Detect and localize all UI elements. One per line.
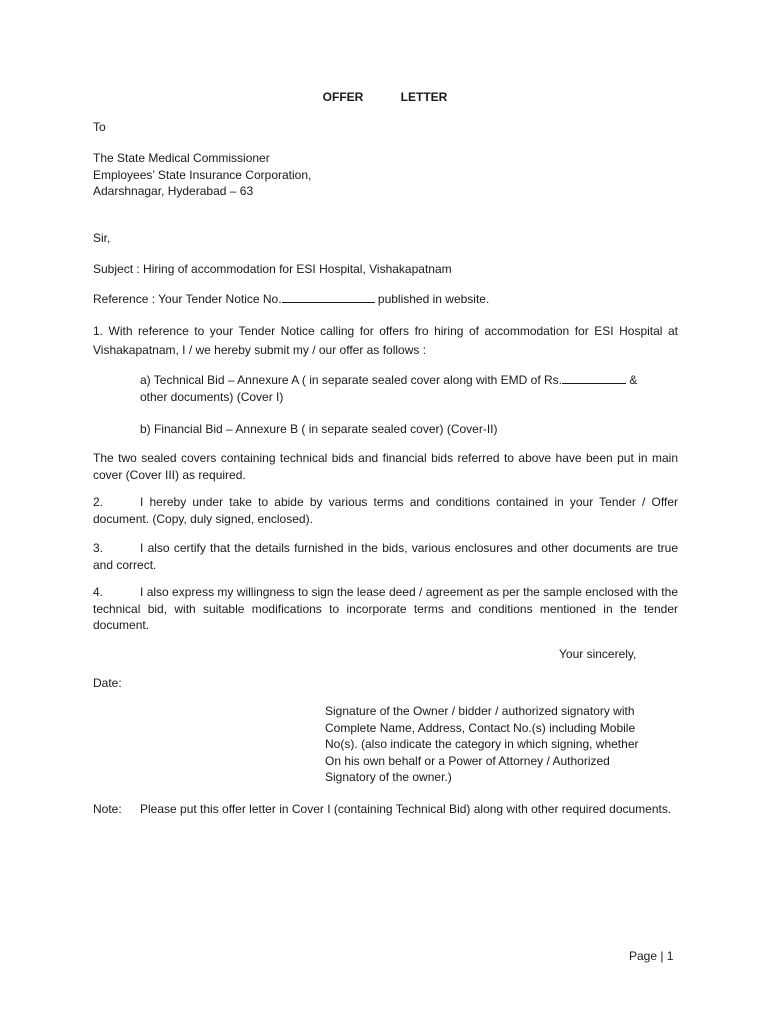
closing-line: Your sincerely, (559, 647, 637, 661)
item-a-prefix: a) Technical Bid – Annexure A ( in separate sealed cover along with EMD of Rs. (140, 373, 563, 387)
reference-prefix: Reference : Your Tender Notice No. (93, 292, 282, 306)
paragraph-2-number: 2. (93, 495, 104, 509)
page-number-footer: Page | 1 (629, 949, 674, 963)
addressee-block (93, 150, 678, 200)
signature-line-2: Complete Name, Address, Contact No.(s) including Mobile (325, 720, 636, 735)
paragraph-4-number: 4. (93, 585, 104, 599)
subject-line: Subject : Hiring of accommodation for ESI Hospital, Vishakapatnam (93, 262, 452, 276)
item-a-technical-bid (140, 372, 678, 405)
reference-suffix: published in website. (374, 292, 490, 306)
paragraph-2-text: I hereby under take to abide by various terms and conditions contained in your Tender / Offer document. (Copy, duly signed, enclosed). (93, 495, 678, 526)
signature-line-1: Signature of the Owner / bidder / authorized signatory with (325, 704, 635, 718)
greeting: Sir, (93, 231, 111, 245)
signature-block (325, 703, 685, 786)
paragraph-4 (93, 584, 678, 634)
item-a-suffix: & (626, 373, 638, 387)
document-title: OFFER LETTER (322, 90, 448, 104)
salutation-to: To (93, 120, 106, 134)
paragraph-4-text: I also express my willingness to sign the lease deed / agreement as per the sample enclosed with the technical bid, with suitable modifications to incorporate terms and conditions mentioned in the tender document. (93, 585, 678, 632)
item-a-line-2: other documents) (Cover I) (140, 389, 284, 404)
paragraph-3-text: I also certify that the details furnished in the bids, various enclosures and other documents are true and correct. (93, 541, 678, 572)
signature-line-3: No(s). (also indicate the category in which signing, whether (325, 737, 639, 751)
paragraph-3-number: 3. (93, 541, 104, 555)
paragraph-2 (93, 494, 678, 527)
item-b-financial-bid: b) Financial Bid – Annexure B ( in separate sealed cover) (Cover-II) (140, 422, 498, 436)
paragraph-3 (93, 540, 678, 573)
date-label: Date: (93, 676, 122, 690)
emd-amount-blank (562, 372, 626, 384)
tender-number-blank (282, 291, 375, 303)
addressee-line-1: The State Medical Commissioner (93, 151, 270, 165)
signature-line-4: On his own behalf or a Power of Attorney / Authorized (325, 753, 610, 768)
signature-line-5: Signatory of the owner.) (325, 770, 452, 784)
paragraph-1: 1. With reference to your Tender Notice calling for offers fro hiring of accommodation for ESI Hospital at Vishakapatnam, I / we hereby submit my / our offer as follows : (93, 324, 678, 357)
addressee-line-3: Adarshnagar, Hyderabad – 63 (93, 184, 254, 198)
note-text: Please put this offer letter in Cover I (containing Technical Bid) along with other required documents. (140, 802, 672, 816)
paragraph-covers: The two sealed covers containing technical bids and financial bids referred to above have been put in main cover (Cover III) as required. (93, 451, 678, 482)
addressee-line-2: Employees’ State Insurance Corporation, (93, 167, 312, 182)
note-label: Note: (93, 802, 122, 816)
reference-line (93, 291, 678, 308)
